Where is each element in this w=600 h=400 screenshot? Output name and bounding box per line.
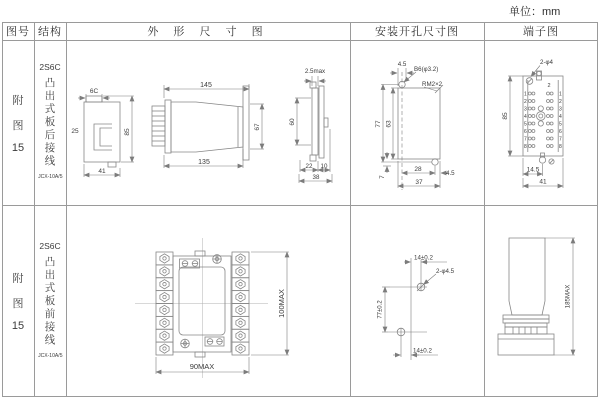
structure-char: 接 [44,320,56,333]
structure-row2 [34,205,66,397]
dim-hole-left: 77±0.2 [377,300,384,319]
socket-terminal-cell [156,304,173,317]
socket-terminal-cell [156,252,173,265]
terminal-number-left: 4 [524,113,527,120]
mounting-drawing-row2 [350,205,484,397]
figure-char: 图 [12,298,24,310]
socket-terminal-cell [232,291,249,304]
front-view [71,88,134,177]
terminal-number-right: 8 [559,143,562,150]
figure-char: 图 [12,119,24,132]
terminal-number-right: 5 [559,121,562,128]
socket-terminal-cell [232,329,249,342]
terminal-number-left: 8 [524,143,527,150]
terminal-number-left: 2 [524,98,527,105]
dim-front-width: 41 [98,168,106,175]
terminal-number-left: 1 [524,91,527,98]
dim-front-height: 85 [124,128,131,136]
structure-char: 前 [44,307,56,320]
socket-terminal-cell [232,252,249,265]
dim-front-top: 6C [89,88,99,95]
dim-rear-height: 60 [289,118,296,126]
hole-size-label: 2-φ4.5 [436,268,455,275]
socket-terminal-cell [156,291,173,304]
socket-terminal-cell [156,316,173,329]
dim-side-height: 67 [254,123,261,131]
figure-char: 附 [12,94,24,107]
structure-row1 [34,40,66,205]
dim-side-total: 145 [200,82,212,89]
outline-drawing-row1 [66,40,350,205]
structure-char: 接 [44,142,56,154]
terminal-drawing-row1 [484,40,598,205]
type-code: JCX-10A/5 [37,174,63,180]
dim-socket-height: 100MAX [277,289,286,318]
structure-char: 板 [44,294,56,307]
dim-rear-w1: 22 [305,163,313,170]
socket-terminal-cell [232,304,249,317]
terminal-number-right: 7 [559,136,562,143]
structure-char: 线 [44,155,56,167]
mounting-drawing-row1 [350,40,484,205]
terminal-hole-label: 2-φ4 [540,59,553,66]
figure-number-row2 [2,205,34,397]
hole-size-label: B6(φ3.2) [414,66,439,73]
header-mounting-holes: 安装开孔尺寸图 [375,26,459,38]
socket-terminal-cell [232,316,249,329]
figure-char: 15 [11,141,25,154]
structure-char: 凸 [44,77,56,89]
type-code: JCX-10A/5 [37,352,63,359]
figure-char: 15 [11,320,25,332]
structure-char: 式 [44,103,56,115]
unit-label: 单位：mm [509,6,561,18]
dim-side-body: 135 [198,159,210,166]
dim-terminal-height: 85 [502,112,509,120]
terminal-number-right: 6 [559,128,562,135]
terminal-number-left: 7 [524,136,527,143]
structure-char: 式 [44,281,56,294]
dim-height-outer: 77 [375,120,382,128]
terminal-number-right: 1 [559,91,562,98]
dim-rear-total: 38 [312,174,320,181]
structure-char: 后 [44,129,56,141]
socket-terminal-cell [232,265,249,278]
figure-number-row1 [2,40,34,205]
terminal-corner-number: 2 [547,83,551,89]
structure-char: 出 [44,268,56,281]
terminal-rows [524,91,562,149]
terminal-number-left: 6 [524,128,527,135]
dim-hole-top: 14±0.2 [414,254,433,262]
socket-terminal-cell [156,278,173,291]
header-structure: 结构 [38,26,62,38]
socket-terminal-cell [156,342,173,355]
dim-socket-width: 90MAX [189,362,215,371]
outline-drawing-row2 [66,205,350,397]
terminal-number-right: 4 [559,113,562,120]
side-view [152,82,264,168]
dim-terminal-width-inner: 14.5 [526,166,540,174]
header-figure-no: 图号 [6,26,30,38]
structure-char: 板 [44,116,56,128]
terminal-number-left: 5 [524,121,527,128]
socket-terminal-cell [156,329,173,342]
thread-label: RM2×2 [422,81,443,88]
model-label: 2S6C [39,240,61,251]
dim-width-inner: 28 [414,166,422,173]
terminal-number-right: 2 [559,98,562,105]
dim-right-offset: 4.5 [446,170,455,177]
dim-width-outer: 37 [415,179,423,186]
figure-char: 附 [12,273,24,285]
dim-top-offset: 4.5 [397,61,407,68]
socket-terminal-cell [232,278,249,291]
dim-terminal-width-outer: 41 [539,178,547,186]
structure-char: 凸 [44,255,56,268]
structure-char: 出 [44,90,56,102]
dim-rear-w2: 10 [320,163,328,170]
dim-front-left: 25 [71,128,79,135]
header-outline-dimensions: 外 形 尺 寸 图 [147,26,269,38]
terminal-number-right: 3 [559,106,562,113]
socket-terminal-cell [232,342,249,355]
structure-char: 线 [44,333,56,346]
terminal-number-left: 3 [524,106,527,113]
rear-view [289,68,332,183]
terminal-drawing-row2 [484,205,598,397]
header-terminal-diagram: 端子图 [523,26,559,38]
dim-rear-top: 2.5max [304,68,326,75]
model-label: 2S6C [39,62,61,72]
dim-bottom-offset: 7 [379,175,386,179]
socket-terminal-cell [156,265,173,278]
dim-hole-bottom: 14±0.2 [413,347,432,355]
dim-height-inner: 63 [385,120,393,128]
dim-assembly-height: 185MAX [564,284,572,309]
